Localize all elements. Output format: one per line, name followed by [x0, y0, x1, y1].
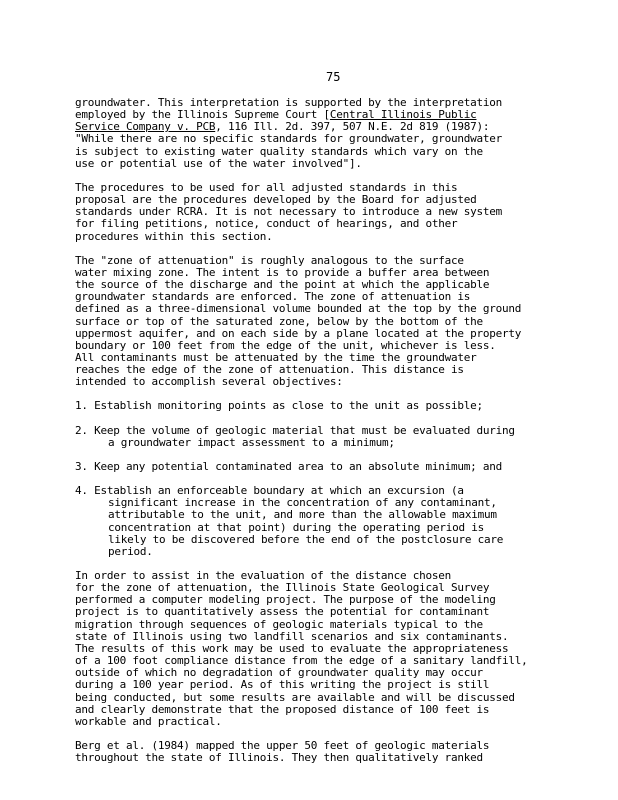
p1-text-end: , 116 Ill. 2d. 397, 507 N.E. 2d 819 (1987): "While there are no specific standards for groundwater, groundwater is subject to existing water quality standards which vary on the use or potential use of the water involved"]. [75, 120, 502, 170]
objectives-list [75, 400, 553, 558]
objective-item [75, 400, 553, 412]
objective-continuation: significant increase in the concentration of any contaminant, attributable to the unit, and more than the allowable maximum concentration at that point) during the operating period is likely to be discovered before the end of the postclosure care period. [108, 496, 504, 558]
paragraph-zone-of-attenuation: The "zone of attenuation" is roughly analogous to the surface water mixing zone. The intent is to provide a buffer area between the source of the discharge and the point at which the applicable groundwater standards are enforced. The zone of attenuation is defined as a three-dimensional volume bounded at the top by the ground surface or top of the saturated zone, below by the bottom of the uppermost aquifer, and on each side by a plane located at the property boundary or 100 feet from the edge of the unit, whichever is less. All contaminants must be attenuated by the time the groundwater reaches the edge of the zone of attenuation. This distance is intended to accomplish several objectives: [75, 253, 522, 389]
paragraph-procedures: The procedures to be used for all adjusted standards in this proposal are the procedures developed by the Board for adjusted standards under RCRA. It is not necessary to introduce a new system for filing petitions, notice, conduct of hearings, and other procedures within this section. [75, 180, 502, 243]
page-number: 75 [326, 70, 341, 84]
case-citation-link: Central Illinois Public Service Company v. PCB [75, 108, 477, 134]
paragraph-berg-et-al: Berg et al. (1984) mapped the upper 50 feet of geologic materials throughout the state of Illinois. They then qualitatively ranked [75, 739, 490, 765]
objective-continuation: a groundwater impact assessment to a minimum; [108, 435, 395, 449]
objective-item [75, 485, 553, 558]
paragraph-groundwater-interpretation [75, 97, 553, 170]
body-text [75, 97, 553, 764]
p1-text-start: groundwater. This interpretation is supported by the interpretation employed by the Illinois Supreme Court [ [75, 96, 502, 122]
objective-text: 3. Keep any potential contaminated area to an absolute minimum; and [75, 459, 502, 473]
objective-item [75, 461, 553, 473]
paragraph-modeling-project: In order to assist in the evaluation of the distance chosen for the zone of attenuation, the Illinois State Geological Survey performed a computer modeling project. The purpose of the modeling project is to quantitatively assess the potential for contaminant migration through sequences of geologic materials typical to the state of Illinois using two landfill scenarios and six contaminants. The results of this work may be used to evaluate the appropriateness of a 100 foot compliance distance from the edge of a sanitary landfill, outside of which no degradation of groundwater quality may occur during a 100 year period. As of this writing the project is still being conducted, but some results are available and will be discussed and clearly demonstrate that the proposed distance of 100 feet is workable and practical. [75, 569, 528, 728]
objective-text: 1. Establish monitoring points as close to the unit as possible; [75, 399, 483, 413]
objective-item [75, 425, 553, 449]
objective-text: 4. Establish an enforceable boundary at which an excursion (a [75, 484, 464, 498]
objective-text: 2. Keep the volume of geologic material that must be evaluated during [75, 423, 515, 437]
